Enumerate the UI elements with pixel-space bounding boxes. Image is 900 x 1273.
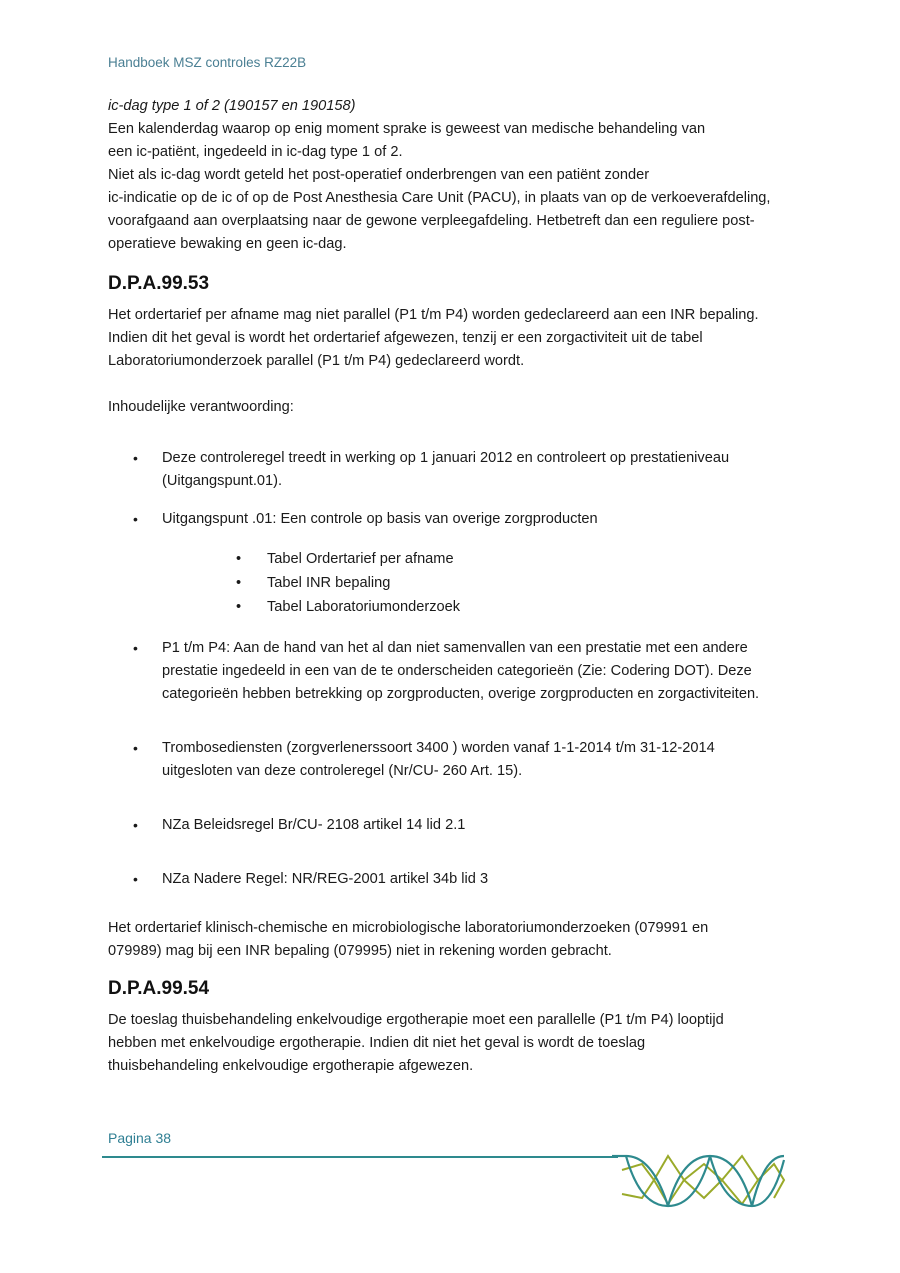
section-53-line: Laboratoriumonderzoek parallel (P1 t/m P4) gedeclareerd wordt.	[108, 353, 525, 369]
rationale-item	[108, 447, 808, 493]
sub-item-label: Tabel Ordertarief per afname	[267, 551, 454, 567]
page-content	[108, 95, 808, 1078]
sub-item-label: Tabel INR bepaling	[267, 575, 391, 591]
interlaced-arcs-ornament-icon	[612, 1150, 792, 1210]
ornament-olive-shape	[654, 1156, 684, 1204]
bullet-icon: •	[133, 817, 138, 833]
bullet-icon: •	[133, 871, 138, 887]
item-line: NZa Beleidsregel Br/CU- 2108 artikel 14 lid 2.1	[162, 817, 466, 833]
running-header: Handboek MSZ controles RZ22B	[108, 55, 307, 70]
intro-line: voorafgaand aan overplaatsing naar de gewone verpleegafdeling. Hetbetreft dan een reguliere post-	[108, 213, 755, 229]
ornament-teal-arc	[626, 1156, 710, 1206]
section-54-line: thuisbehandeling enkelvoudige ergotherapie afgewezen.	[108, 1058, 474, 1074]
rationale-item	[108, 637, 808, 706]
item-line: prestatie ingedeeld in een van de te onderscheiden categorieën (Zie: Codering DOT). Deze	[162, 663, 752, 679]
rationale-item	[108, 737, 808, 783]
rationale-item	[108, 868, 808, 891]
ornament-teal-arc	[668, 1156, 752, 1206]
bullet-icon: •	[133, 740, 138, 756]
closing-line: 079989) mag bij een INR bepaling (079995) niet in rekening worden gebracht.	[108, 943, 612, 959]
section-53-line: Indien dit het geval is wordt het ordertarief afgewezen, tenzij er een zorgactiviteit uit de tabel	[108, 330, 703, 346]
closing-line: Het ordertarief klinisch-chemische en microbiologische laboratoriumonderzoeken (079991 en	[108, 920, 709, 936]
intro-line: een ic-patiënt, ingedeeld in ic-dag type 1 of 2.	[108, 144, 403, 160]
item-line: (Uitgangspunt.01).	[162, 473, 283, 489]
section-54-line: hebben met enkelvoudige ergotherapie. Indien dit niet het geval is wordt de toeslag	[108, 1035, 646, 1051]
sub-item	[108, 571, 808, 595]
page-number: Pagina 38	[108, 1130, 172, 1146]
item-line: Trombosediensten (zorgverlenerssoort 3400 ) worden vanaf 1-1-2014 t/m 31-12-2014	[162, 740, 715, 756]
bullet-icon: •	[236, 551, 242, 567]
bullet-icon: •	[133, 511, 138, 527]
sub-item	[108, 547, 808, 571]
bullet-icon: •	[133, 450, 138, 466]
item-line: Deze controleregel treedt in werking op 1 januari 2012 en controleert op prestatieniveau	[162, 450, 730, 466]
bullet-icon: •	[236, 599, 242, 615]
item-line: uitgesloten van deze controleregel (Nr/CU- 260 Art. 15).	[162, 763, 523, 779]
ornament-olive-shape	[684, 1164, 722, 1198]
section-heading-54: D.P.A.99.54	[108, 978, 210, 999]
rationale-item	[108, 508, 808, 531]
item-line: Uitgangspunt .01: Een controle op basis van overige zorgproducten	[162, 511, 598, 527]
rationale-label: Inhoudelijke verantwoording:	[108, 399, 294, 415]
section-53-line: Het ordertarief per afname mag niet parallel (P1 t/m P4) worden gedeclareerd aan een INR bepaling.	[108, 307, 759, 323]
sub-item-label: Tabel Laboratoriumonderzoek	[267, 599, 461, 615]
intro-subtitle: ic-dag type 1 of 2 (190157 en 190158)	[108, 98, 356, 114]
ornament-olive-shape	[722, 1156, 758, 1204]
rationale-list-continued	[108, 637, 808, 891]
intro-line: Niet als ic-dag wordt geteld het post-operatief onderbrengen van een patiënt zonder	[108, 167, 650, 183]
bullet-icon: •	[133, 640, 138, 656]
sub-item	[108, 595, 808, 619]
bullet-icon: •	[236, 575, 242, 591]
item-line: categorieën hebben betrekking op zorgproducten, overige zorgproducten en zorgactiviteiten.	[162, 686, 760, 702]
section-heading-53: D.P.A.99.53	[108, 273, 210, 294]
rationale-item	[108, 814, 808, 837]
item-line: NZa Nadere Regel: NR/REG-2001 artikel 34b lid 3	[162, 871, 489, 887]
table-sublist	[108, 547, 808, 619]
intro-line: Een kalenderdag waarop op enig moment sprake is geweest van medische behandeling van	[108, 121, 706, 137]
rationale-list	[108, 447, 808, 531]
intro-line: ic-indicatie op de ic of op de Post Anesthesia Care Unit (PACU), in plaats van op de verkoeverafdeling,	[108, 190, 771, 206]
section-54-line: De toeslag thuisbehandeling enkelvoudige ergotherapie moet een parallelle (P1 t/m P4) looptijd	[108, 1012, 724, 1028]
footer-divider	[102, 1156, 618, 1158]
intro-line: operatieve bewaking en geen ic-dag.	[108, 236, 347, 252]
item-line: P1 t/m P4: Aan de hand van het al dan niet samenvallen van een prestatie met een andere	[162, 640, 748, 656]
